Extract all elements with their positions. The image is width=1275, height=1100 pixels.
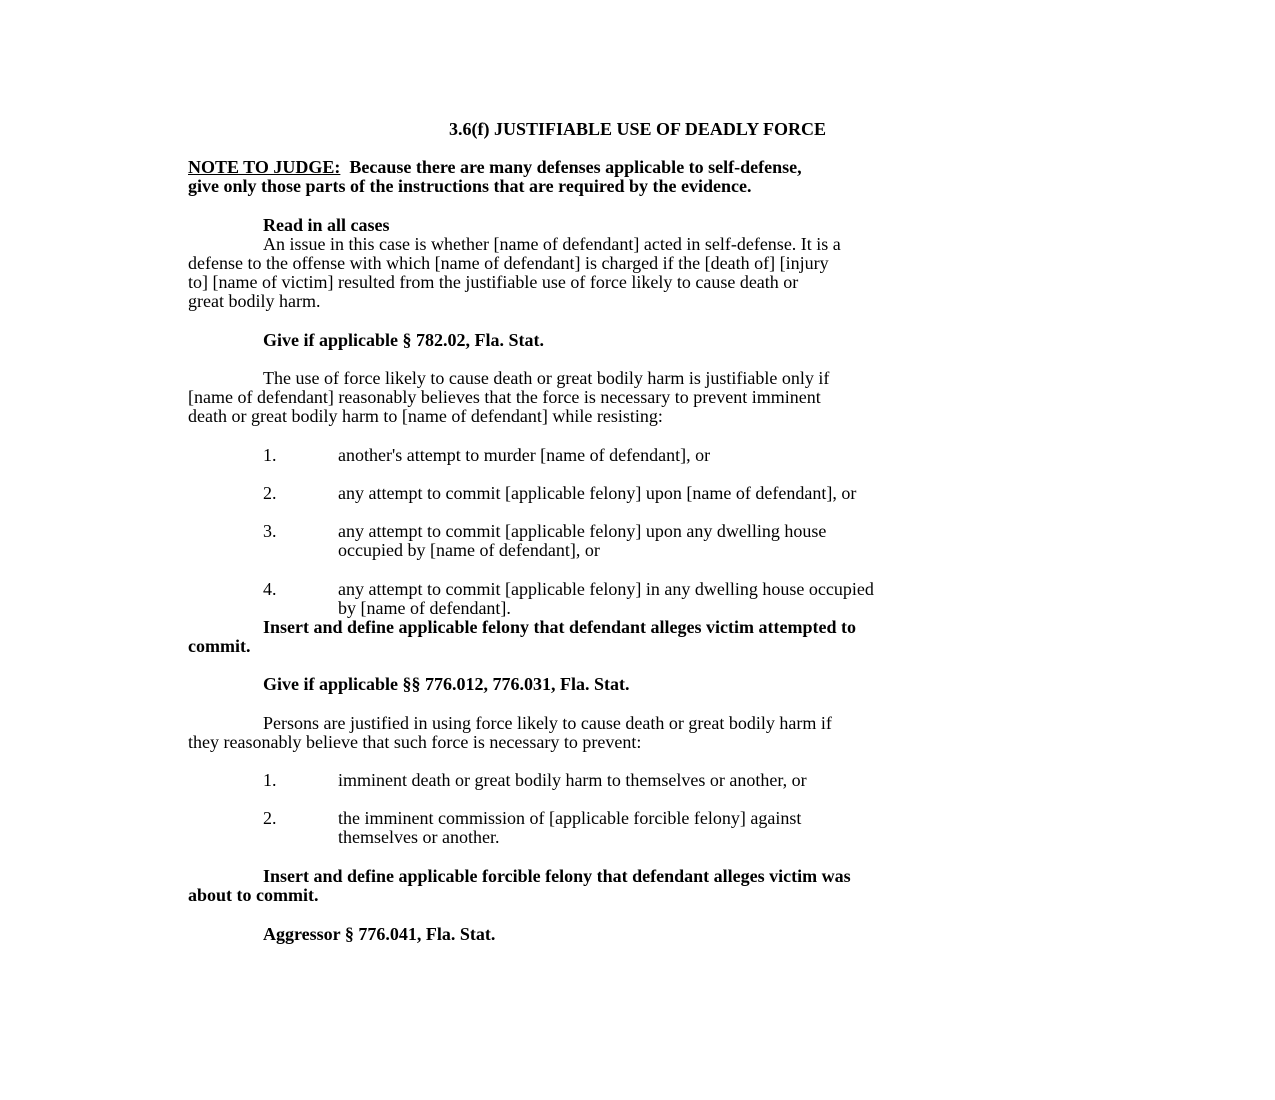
note-text-1: Because there are many defenses applicable to self-defense, bbox=[349, 157, 802, 177]
list-item-number: 3. bbox=[263, 521, 277, 541]
section-782-line-2: [name of defendant] reasonably believes that the force is necessary to prevent imminent bbox=[188, 387, 821, 407]
list-item-text: another's attempt to murder [name of defendant], or bbox=[338, 445, 711, 465]
section-782-line-3: death or great bodily harm to [name of defendant] while resisting: bbox=[188, 406, 663, 426]
note-label: NOTE TO JUDGE: bbox=[188, 157, 341, 177]
list-item-number: 1. bbox=[263, 445, 277, 465]
list-item-text: themselves or another. bbox=[338, 827, 500, 847]
read-all-line-3: to] [name of victim] resulted from the justifiable use of force likely to cause death or bbox=[188, 272, 799, 292]
document-title: 3.6(f) JUSTIFIABLE USE OF DEADLY FORCE bbox=[448, 119, 827, 139]
list-item-text: imminent death or great bodily harm to themselves or another, or bbox=[338, 770, 807, 790]
list-item-text: any attempt to commit [applicable felony] in any dwelling house occupied bbox=[338, 579, 874, 599]
section-776-insert-line-1: Insert and define applicable forcible felony that defendant alleges victim was bbox=[263, 866, 851, 886]
list-item-text: by [name of defendant]. bbox=[338, 598, 511, 618]
section-776-line-1: Persons are justified in using force likely to cause death or great bodily harm if bbox=[263, 713, 832, 733]
section-782-insert-line-1: Insert and define applicable felony that defendant alleges victim attempted to bbox=[263, 617, 856, 637]
section-782-insert-line-2: commit. bbox=[188, 636, 251, 656]
section-776-insert-line-2: about to commit. bbox=[188, 885, 319, 905]
note-to-judge-line-1 bbox=[188, 158, 802, 177]
section-782-line-1: The use of force likely to cause death or great bodily harm is justifiable only if bbox=[263, 368, 830, 388]
list-item-text: any attempt to commit [applicable felony] upon [name of defendant], or bbox=[338, 483, 857, 503]
section-776-heading: Give if applicable §§ 776.012, 776.031, Fla. Stat. bbox=[263, 674, 630, 694]
list-item-text: the imminent commission of [applicable forcible felony] against bbox=[338, 808, 802, 828]
section-776-line-2: they reasonably believe that such force is necessary to prevent: bbox=[188, 732, 642, 752]
list-item-number: 4. bbox=[263, 579, 277, 599]
list-item-text: occupied by [name of defendant], or bbox=[338, 540, 600, 560]
note-text-2: give only those parts of the instructions that are required by the evidence. bbox=[188, 176, 752, 196]
list-item-text: any attempt to commit [applicable felony] upon any dwelling house bbox=[338, 521, 827, 541]
aggressor-heading: Aggressor § 776.041, Fla. Stat. bbox=[263, 924, 496, 944]
read-all-heading: Read in all cases bbox=[263, 215, 390, 235]
list-item-number: 1. bbox=[263, 770, 277, 790]
list-item-number: 2. bbox=[263, 483, 277, 503]
section-782-heading: Give if applicable § 782.02, Fla. Stat. bbox=[263, 330, 544, 350]
read-all-line-4: great bodily harm. bbox=[188, 291, 321, 311]
read-all-line-1: An issue in this case is whether [name of defendant] acted in self-defense. It is a bbox=[263, 234, 841, 254]
list-item-number: 2. bbox=[263, 808, 277, 828]
read-all-line-2: defense to the offense with which [name of defendant] is charged if the [death of] [injury bbox=[188, 253, 829, 273]
